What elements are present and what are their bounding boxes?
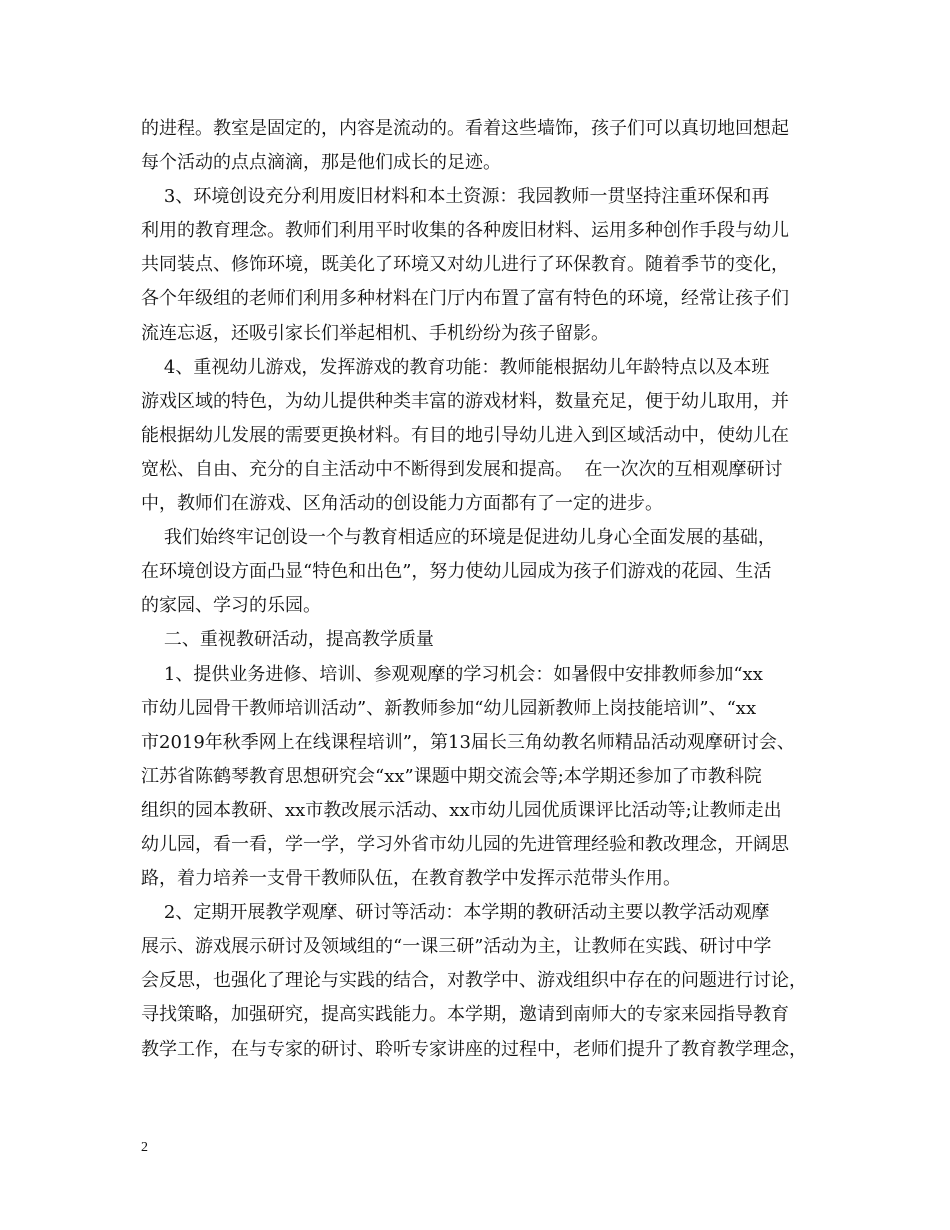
text-line: 的家园、学习的乐园。 bbox=[141, 595, 321, 617]
text-line: 游戏区域的特色，为幼儿提供种类丰富的游戏材料，数量充足，便于幼儿取用，并 bbox=[141, 390, 789, 412]
page-number: 2 bbox=[141, 1140, 148, 1155]
text-line: 展示、游戏展示研讨及领域组的“一课三研”活动为主，让教师在实践、研讨中学 bbox=[141, 936, 772, 958]
text-line: 每个活动的点点滴滴，那是他们成长的足迹。 bbox=[141, 152, 501, 174]
text-line: 各个年级组的老师们利用多种材料在门厅内布置了富有特色的环境，经常让孩子们 bbox=[141, 288, 789, 310]
text-line: 我们始终牢记创设一个与教育相适应的环境是促进幼儿身心全面发展的基础， bbox=[141, 527, 776, 549]
text-line: 幼儿园，看一看，学一学，学习外省市幼儿园的先进管理经验和教改理念，开阔思 bbox=[141, 833, 789, 855]
text-line: 路，着力培养一支骨干教师队伍，在教育教学中发挥示范带头作用。 bbox=[141, 868, 681, 890]
text-line: 寻找策略，加强研究，提高实践能力。本学期，邀请到南师大的专家来园指导教育 bbox=[141, 1004, 789, 1026]
text-line: 在环境创设方面凸显“特色和出色”，努力使幼儿园成为孩子们游戏的花园、生活 bbox=[141, 561, 772, 583]
text-line: 市2019年秋季网上在线课程培训”，第13届长三角幼教名师精品活动观摩研讨会、 bbox=[141, 731, 795, 753]
text-line: 能根据幼儿发展的需要更换材料。有目的地引导幼儿进入到区域活动中，使幼儿在 bbox=[141, 424, 789, 446]
text-line: 2、定期开展教学观摩、研讨等活动：本学期的教研活动主要以教学活动观摩 bbox=[141, 902, 770, 924]
text-line: 江苏省陈鹤琴教育思想研究会“xx”课题中期交流会等;本学期还参加了市教科院 bbox=[141, 765, 762, 787]
body-text bbox=[141, 112, 811, 1067]
text-line: 组织的园本教研、xx市教改展示活动、xx市幼儿园优质课评比活动等;让教师走出 bbox=[141, 799, 782, 821]
text-line: 共同装点、修饰环境，既美化了环境又对幼儿进行了环保教育。随着季节的变化， bbox=[141, 254, 789, 276]
text-line: 3、环境创设充分利用废旧材料和本土资源：我园教师一贯坚持注重环保和再 bbox=[141, 186, 770, 208]
text-line: 市幼儿园骨干教师培训活动”、新教师参加“幼儿园新教师上岗技能培训”、“xx bbox=[141, 697, 757, 719]
text-line: 1、提供业务进修、培训、参观观摩的学习机会：如暑假中安排教师参加“xx bbox=[141, 663, 763, 685]
text-line: 宽松、自由、充分的自主活动中不断得到发展和提高。 在一次次的互相观摩研讨 bbox=[141, 458, 783, 480]
text-line: 会反思，也强化了理论与实践的结合，对教学中、游戏组织中存在的问题进行讨论， bbox=[141, 970, 807, 992]
text-line: 的进程。教室是固定的，内容是流动的。看着这些墙饰，孩子们可以真切地回想起 bbox=[141, 118, 789, 139]
text-line: 利用的教育理念。教师们利用平时收集的各种废旧材料、运用多种创作手段与幼儿 bbox=[141, 220, 789, 242]
text-line: 4、重视幼儿游戏，发挥游戏的教育功能：教师能根据幼儿年龄特点以及本班 bbox=[141, 356, 770, 378]
text-line: 教学工作，在与专家的研讨、聆听专家讲座的过程中，老师们提升了教育教学理念， bbox=[141, 1038, 807, 1060]
text-line: 流连忘返，还吸引家长们举起相机、手机纷纷为孩子留影。 bbox=[141, 322, 609, 344]
text-line: 二、重视教研活动，提高教学质量 bbox=[141, 629, 434, 651]
text-line: 中，教师们在游戏、区角活动的创设能力方面都有了一定的进步。 bbox=[141, 493, 663, 515]
